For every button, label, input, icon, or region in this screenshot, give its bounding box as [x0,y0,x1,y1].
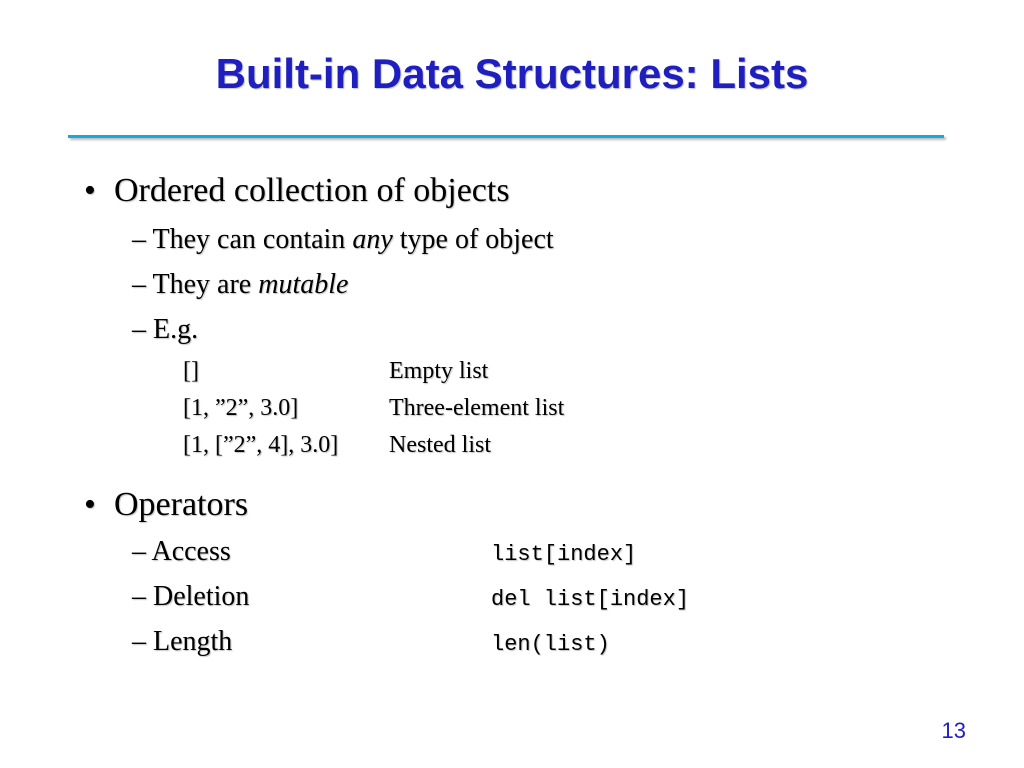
slide-title: Built-in Data Structures: Lists [215,50,809,97]
sub-bullet-emphasis: mutable [258,269,349,300]
operator-length-code: len(list) [491,632,610,657]
sub-bullet-marker: – [132,314,146,345]
operator-name: Access [151,536,231,567]
operator-deletion-label [132,580,249,614]
sub-bullet-marker: – [132,581,146,612]
example-code-nested: [1, [”2”, 4], 3.0] [183,432,339,458]
bullet-text: Ordered collection of objects [114,172,510,209]
title-divider [68,135,944,138]
example-code-three-element: [1, ”2”, 3.0] [183,395,299,421]
example-desc-three-element: Three-element list [389,395,565,421]
sub-bullet-marker: – [132,536,146,567]
operator-access-label [132,535,231,569]
page-number: 13 [941,718,966,743]
operator-access-code: list[index] [491,542,637,567]
sub-bullet-text-rest: type of object [392,224,554,255]
sub-bullet-text: They are [152,269,259,300]
operator-name: Deletion [153,581,250,612]
example-code-empty-list: [] [183,358,199,384]
bullet-operators [84,485,248,525]
sub-bullet-example [132,313,198,347]
operator-name: Length [153,626,233,657]
bullet-marker: • [84,486,96,523]
bullet-ordered-collection [84,171,510,211]
sub-bullet-text: E.g. [153,314,199,345]
bullet-text: Operators [114,486,249,523]
sub-bullet-text: They can contain [152,224,353,255]
operator-deletion-code: del list[index] [491,587,690,612]
sub-bullet-marker: – [132,224,146,255]
example-desc-nested: Nested list [389,432,491,458]
sub-bullet-any-type [132,223,554,257]
sub-bullet-marker: – [132,269,146,300]
example-desc-empty-list: Empty list [389,358,489,384]
bullet-marker: • [84,172,96,209]
operator-length-label [132,625,232,659]
sub-bullet-mutable [132,268,348,302]
sub-bullet-marker: – [132,626,146,657]
sub-bullet-emphasis: any [352,224,393,255]
